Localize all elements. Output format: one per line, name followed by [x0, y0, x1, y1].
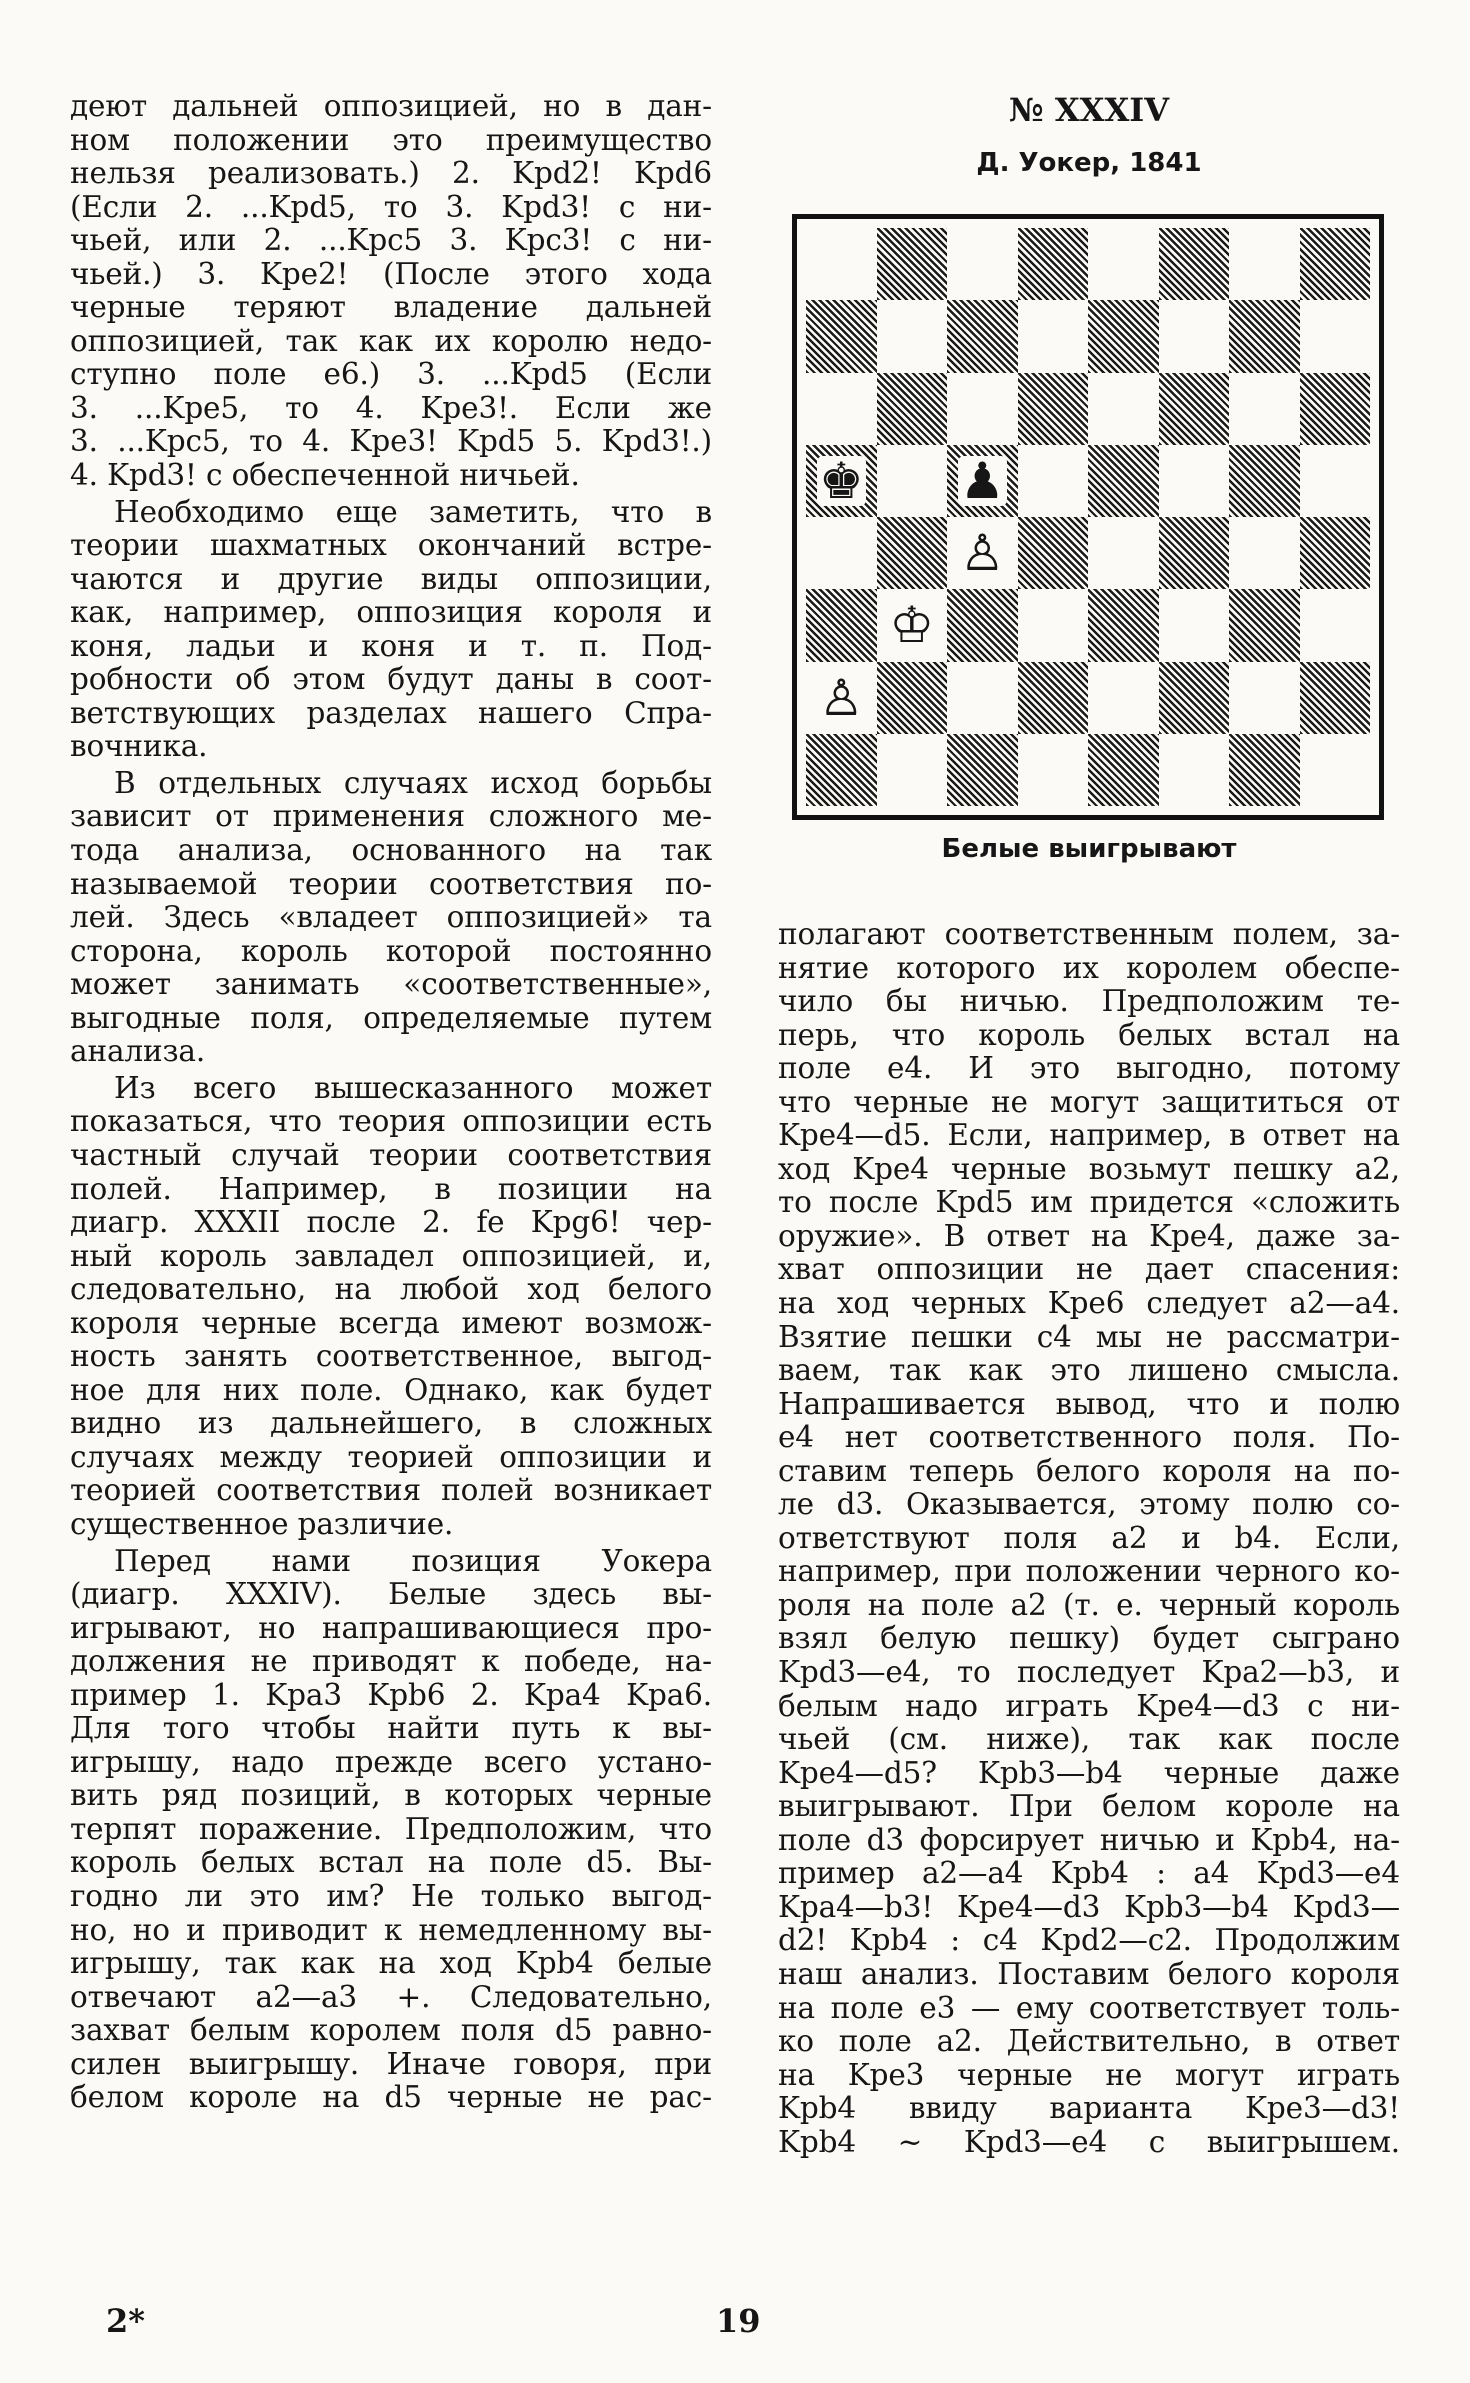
white-pawn-icon: ♙	[818, 668, 864, 727]
board-square	[1300, 373, 1371, 445]
text-line: Для того чтобы найти путь к вы-	[70, 1712, 712, 1746]
text-line: игрышу, надо прежде всего устано-	[70, 1745, 712, 1779]
board-square	[1229, 517, 1300, 589]
text-line: Kpa4—b3! Kpe4—d3 Kpb3—b4 Kpd3—	[778, 1890, 1400, 1924]
board-square	[1088, 662, 1159, 734]
text-line: пример a2—a4 Kpb4 : a4 Kpd3—e4	[778, 1857, 1400, 1891]
paragraph-start: В отдельных случаях исход борьбы	[114, 766, 712, 800]
board-square	[877, 373, 948, 445]
text-line: Напрашивается вывод, что и полю	[778, 1387, 1400, 1421]
text-line: ный король завладел оппозицией, и,	[70, 1239, 712, 1273]
board-square	[1159, 300, 1230, 372]
board-square	[1159, 228, 1230, 300]
board-square	[806, 517, 877, 589]
text-line: диагр. XXXII после 2. fe Kpg6! чер-	[70, 1206, 712, 1240]
board-square	[1300, 589, 1371, 661]
text-line: Kpe4—d5? Kpb3—b4 черные даже	[778, 1756, 1400, 1790]
board-square	[1088, 300, 1159, 372]
board-square	[1159, 589, 1230, 661]
text-line: нельзя реализовать.) 2. Kpd2! Kpd6	[70, 157, 712, 191]
text-line: (Если 2. ...Kpd5, то 3. Kpd3! с ни-	[70, 190, 712, 224]
text-line: что черные не могут защититься от	[778, 1085, 1400, 1119]
text-line: тода анализа, основанного на так	[70, 834, 712, 868]
text-line: сторона, король которой постоянно	[70, 934, 712, 968]
left-column	[70, 90, 712, 2115]
text-line: Kpb4 ∼ Kpd3—e4 с выигрышем.	[778, 2125, 1400, 2159]
board-square	[947, 300, 1018, 372]
board-square	[877, 662, 948, 734]
left-text-block	[70, 90, 712, 2115]
text-line: поле e4. И это выгодно, потому	[778, 1052, 1400, 1086]
text-line: годно ли это им? Не только выгод-	[70, 1879, 712, 1913]
text-line: перь, что король белых встал на	[778, 1018, 1400, 1052]
text-line: роля на поле a2 (т. е. черный король	[778, 1588, 1400, 1622]
text-line: ход Kpe4 черные возьмут пешку a2,	[778, 1152, 1400, 1186]
page-number: 19	[716, 2302, 761, 2340]
text-line: оппозицией, так как их королю недо-	[70, 324, 712, 358]
text-line: король белых встал на поле d5. Вы-	[70, 1846, 712, 1880]
chess-board	[806, 228, 1370, 806]
board-square	[1229, 589, 1300, 661]
text-line: вить ряд позиций, в которых черные	[70, 1779, 712, 1813]
text-line: теории шахматных окончаний встре-	[70, 529, 712, 563]
text-line: Взятие пешки c4 мы не рассматри-	[778, 1320, 1400, 1354]
board-square	[1018, 517, 1089, 589]
text-line: то после Kpd5 им придется «сложить	[778, 1186, 1400, 1220]
text-line: Kpb4 ввиду варианта Kpe3—d3!	[778, 2092, 1400, 2126]
text-line: Kpe4—d5. Если, например, в ответ на	[778, 1119, 1400, 1153]
text-line: чило бы ничью. Предположим те-	[778, 985, 1400, 1019]
text-line: называемой теории соответствия по-	[70, 867, 712, 901]
text-line: хват оппозиции не дает спасения:	[778, 1253, 1400, 1287]
text-line: должения не приводят к победе, на-	[70, 1645, 712, 1679]
text-line: выгодные поля, определяемые путем	[70, 1001, 712, 1035]
board-square	[1229, 734, 1300, 806]
board-square	[1088, 445, 1159, 517]
text-line: лей. Здесь «владеет оппозицией» та	[70, 901, 712, 935]
board-square	[1159, 517, 1230, 589]
board-square	[877, 300, 948, 372]
board-square	[1229, 662, 1300, 734]
text-line: ко поле a2. Действительно, в ответ	[778, 2025, 1400, 2059]
text-line: как, например, оппозиция короля и	[70, 596, 712, 630]
text-line: но, но и приводит к немедленному вы-	[70, 1913, 712, 1947]
board-square	[1018, 373, 1089, 445]
text-line: нятие которого их королем обеспе-	[778, 951, 1400, 985]
chess-board-frame	[792, 214, 1384, 820]
text-line: поле d3 форсирует ничью и Kpb4, на-	[778, 1823, 1400, 1857]
board-square	[947, 445, 1018, 517]
board-square	[1018, 445, 1089, 517]
board-square	[1159, 734, 1230, 806]
board-square	[1159, 662, 1230, 734]
text-line: терпят поражение. Предположим, что	[70, 1812, 712, 1846]
text-line: наш анализ. Поставим белого короля	[778, 1957, 1400, 1991]
text-line: видно из дальнейшего, в сложных	[70, 1407, 712, 1441]
board-square	[1088, 373, 1159, 445]
text-line: например, при положении черного ко-	[778, 1555, 1400, 1589]
board-square	[1300, 662, 1371, 734]
board-square	[806, 445, 877, 517]
black-pawn-icon: ♟	[959, 451, 1005, 510]
text-line: полей. Например, в позиции на	[70, 1172, 712, 1206]
board-square	[1018, 662, 1089, 734]
black-king-icon: ♚	[818, 451, 864, 510]
text-line: ле d3. Оказывается, этому полю со-	[778, 1488, 1400, 1522]
text-line: показаться, что теория оппозиции есть	[70, 1105, 712, 1139]
board-square	[1159, 373, 1230, 445]
board-square	[947, 589, 1018, 661]
text-line: зависит от применения сложного ме-	[70, 800, 712, 834]
text-line: чьей.) 3. Kpe2! (После этого хода	[70, 257, 712, 291]
text-line: ном положении это преимущество	[70, 123, 712, 157]
board-square	[1088, 589, 1159, 661]
board-square	[806, 228, 877, 300]
board-square	[947, 734, 1018, 806]
text-line: ность занять соответственное, выгод-	[70, 1340, 712, 1374]
board-square	[947, 662, 1018, 734]
text-line: d2! Kpb4 : c4 Kpd2—c2. Продолжим	[778, 1924, 1400, 1958]
diagram-block	[778, 90, 1400, 890]
text-line: теорией соответствия полей возникает	[70, 1474, 712, 1508]
board-square	[806, 589, 877, 661]
text-line: игрывают, но напрашивающиеся про-	[70, 1611, 712, 1645]
text-line: черные теряют владение дальней	[70, 291, 712, 325]
text-line: ваем, так как это лишено смысла.	[778, 1354, 1400, 1388]
text-line: ответствуют поля a2 и b4. Если,	[778, 1521, 1400, 1555]
text-line: силен выигрышу. Иначе говоря, при	[70, 2047, 712, 2081]
board-square	[1300, 228, 1371, 300]
board-square	[1300, 517, 1371, 589]
board-square	[806, 300, 877, 372]
board-square	[1229, 445, 1300, 517]
paragraph-start: Необходимо еще заметить, что в	[114, 495, 712, 529]
text-line: белом короле на d5 черные не рас-	[70, 2081, 712, 2115]
text-line: белым надо играть Kpe4—d3 с ни-	[778, 1689, 1400, 1723]
board-square	[947, 373, 1018, 445]
diagram-number: № XXXIV	[1008, 91, 1170, 129]
text-line: деют дальней оппозицией, но в дан-	[70, 90, 712, 123]
text-line: на Kpe3 черные не могут играть	[778, 2058, 1400, 2092]
text-line: следовательно, на любой ход белого	[70, 1273, 712, 1307]
board-square	[1018, 734, 1089, 806]
text-line: ступно поле e6.) 3. ...Kpd5 (Если	[70, 358, 712, 392]
text-line: на ход черных Kpe6 следует a2—a4.	[778, 1287, 1400, 1321]
board-square	[877, 589, 948, 661]
paragraph-start: Из всего вышесказанного может	[114, 1071, 712, 1105]
text-line: вочника.	[70, 730, 208, 764]
text-line: робности об этом будут даны в соот-	[70, 663, 712, 697]
board-square	[1300, 445, 1371, 517]
text-line: частный случай теории соответствия	[70, 1138, 712, 1172]
text-line: e4 нет соответственного поля. По-	[778, 1421, 1400, 1455]
white-pawn-icon: ♙	[959, 524, 1005, 583]
board-square	[806, 734, 877, 806]
text-line: захват белым королем поля d5 равно-	[70, 2014, 712, 2048]
paragraph-start: Перед нами позиция Уокера	[114, 1544, 712, 1578]
text-line: короля черные всегда имеют возмож-	[70, 1306, 712, 1340]
board-square	[877, 445, 948, 517]
board-square	[1088, 517, 1159, 589]
right-text-block	[778, 918, 1400, 2159]
text-line: игрышу, так как на ход Kpb4 белые	[70, 1947, 712, 1981]
text-line: Kpd3—e4, то последует Kpa2—b3, и	[778, 1656, 1400, 1690]
text-line: существенное различие.	[70, 1507, 454, 1541]
board-square	[877, 517, 948, 589]
right-column	[778, 918, 1400, 2159]
board-square	[1018, 228, 1089, 300]
text-line: 4. Kpd3! с обеспеченной ничьей.	[70, 459, 580, 493]
board-square	[1229, 373, 1300, 445]
text-line: 3. ...Kpc5, то 4. Kpe3! Kpd5 5. Kpd3!.)	[70, 425, 712, 459]
signature-mark: 2*	[106, 2302, 145, 2340]
text-line: отвечают a2—a3 +. Следовательно,	[70, 1980, 712, 2014]
board-square	[806, 373, 877, 445]
board-square	[947, 228, 1018, 300]
board-square	[1088, 228, 1159, 300]
text-line: случаях между теорией оппозиции и	[70, 1440, 712, 1474]
text-line: чаются и другие виды оппозиции,	[70, 562, 712, 596]
text-line: на поле e3 — ему соответствует толь-	[778, 1991, 1400, 2025]
diagram-author: Д. Уокер, 1841	[976, 148, 1202, 178]
white-king-icon: ♔	[889, 596, 935, 655]
text-line: (диагр. XXXIV). Белые здесь вы-	[70, 1578, 712, 1612]
board-square	[1018, 589, 1089, 661]
text-line: 3. ...Kpe5, то 4. Kpe3!. Если же	[70, 391, 712, 425]
board-square	[1300, 734, 1371, 806]
text-line: выигрывают. При белом короле на	[778, 1790, 1400, 1824]
board-square	[806, 662, 877, 734]
board-square	[1159, 445, 1230, 517]
text-line: коня, ладьи и коня и т. п. Под-	[70, 629, 712, 663]
text-line: оружие». В ответ на Kpe4, даже за-	[778, 1219, 1400, 1253]
text-line: ветствующих разделах нашего Спра-	[70, 696, 712, 730]
board-square	[1300, 300, 1371, 372]
text-line: ставим теперь белого короля на по-	[778, 1454, 1400, 1488]
board-square	[1088, 734, 1159, 806]
text-line: взял белую пешку) будет сыграно	[778, 1622, 1400, 1656]
board-square	[1229, 300, 1300, 372]
text-line: ное для них поле. Однако, как будет	[70, 1373, 712, 1407]
text-line: чьей, или 2. ...Kpc5 3. Kpc3! с ни-	[70, 224, 712, 258]
board-square	[1229, 228, 1300, 300]
board-square	[877, 228, 948, 300]
text-line: чьей (см. ниже), так как после	[778, 1723, 1400, 1757]
board-square	[1018, 300, 1089, 372]
board-square	[877, 734, 948, 806]
board-square	[947, 517, 1018, 589]
diagram-caption: Белые выигрывают	[941, 834, 1237, 864]
text-line: полагают соответственным полем, за-	[778, 918, 1400, 951]
text-line: может занимать «соответственные»,	[70, 968, 712, 1002]
text-line: пример 1. Kpa3 Kpb6 2. Kpa4 Kpa6.	[70, 1678, 712, 1712]
text-line: анализа.	[70, 1035, 206, 1069]
